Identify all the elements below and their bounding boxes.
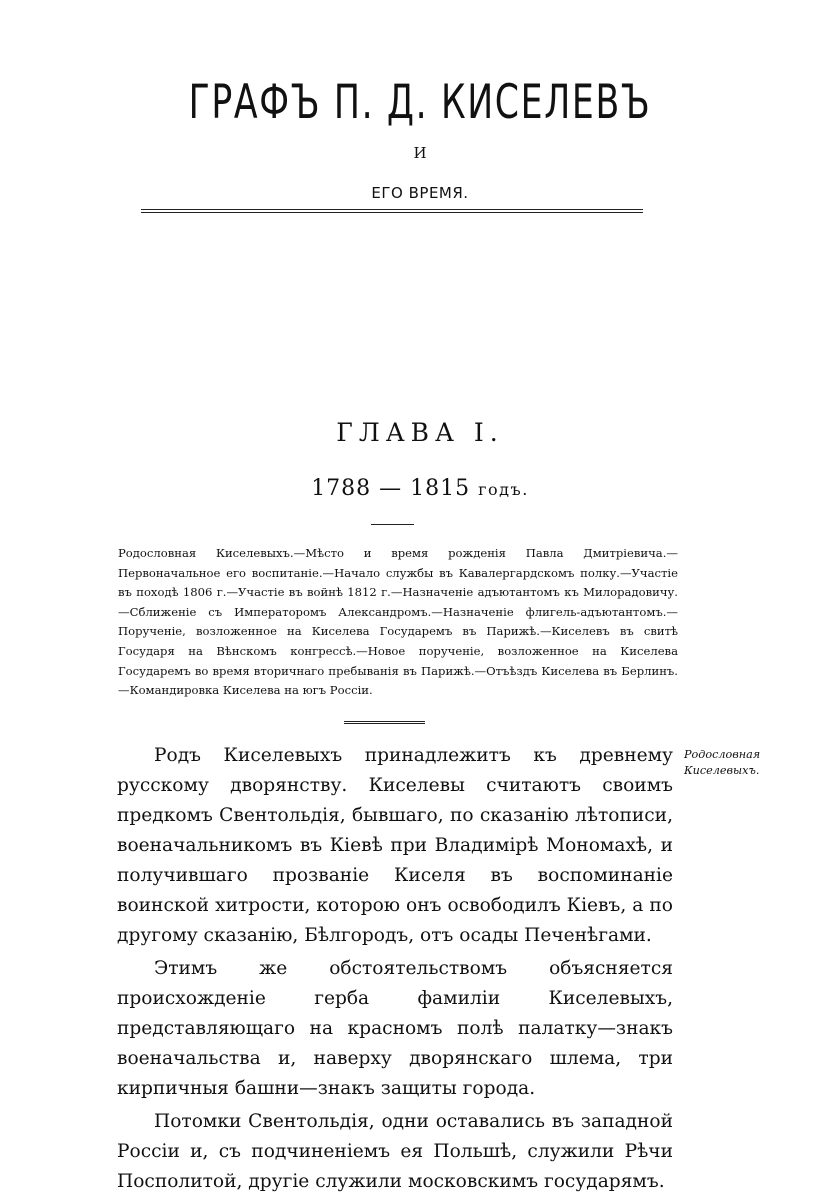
chapter-summary-text: Родословная Киселевыхъ.—Мѣсто и время рожденія Павла Дмитріевича.—Первоначальное его воспитаніе.—Начало службы въ Кавалергардскомъ полку.—Участіе въ походѣ 1806 г.—Участіе въ войнѣ 1812 г.—Назначеніе адъютантомъ къ Милорадовичу.—Сближеніе съ Императоромъ Александромъ.—Назначеніе флигель-адъютантомъ.—Порученіе, возложенное на Киселева Государемъ въ Парижѣ.—Киселевъ въ свитѣ Государя на Вѣнскомъ конгрессѣ.—Новое порученіе, возложенное на Киселева Государемъ во время вторичнаго пребыванія въ Парижѣ.—Отъѣздъ Киселева въ Берлинъ.—Командировка Киселева на югъ Россіи. [118, 546, 678, 698]
chapter-summary [118, 544, 678, 701]
book-subtitle: ЕГО ВРЕМЯ. [371, 184, 469, 202]
body-text [117, 741, 673, 1200]
chapter-years-word: годъ. [478, 480, 529, 499]
chapter-heading: ГЛАВА I. [336, 418, 504, 447]
margin-note: Родословная Киселевыхъ. [684, 748, 761, 777]
chapter-years-range: 1788 — 1815 [311, 476, 471, 501]
chapter-years [0, 476, 840, 501]
chapter-divider [371, 524, 414, 525]
title-conjunction: И [413, 144, 427, 162]
paragraph: Родъ Киселевыхъ принадлежитъ къ древнему русскому дворянству. Киселевы считаютъ своимъ предкомъ Свентольдія, бывшаго, по сказанію лѣтописи, военачальникомъ въ Кіевѣ при Владимірѣ Мономахѣ, и получившаго прозваніе Киселя въ воспоминаніе воинской хитрости, которою онъ освободилъ Кіевъ, а по другому сказанію, Бѣлгородъ, отъ осады Печенѣгами. [117, 745, 673, 946]
title-divider [141, 209, 643, 213]
summary-divider [344, 721, 425, 724]
paragraph: Этимъ же обстоятельствомъ объясняется происхожденіе герба фамиліи Киселевыхъ, представляющаго на красномъ полѣ палатку—знакъ военачальства и, наверху дворянскаго шлема, три кирпичныя башни—знакъ защиты города. [117, 958, 673, 1099]
paragraph: Потомки Свентольдія, одни оставались въ западной Россіи и, съ подчиненіемъ ея Польшѣ, служили Рѣчи Посполитой, другіе служили московскимъ государямъ. [117, 1111, 673, 1192]
book-title: ГРАФЪ П. Д. КИСЕЛЕВЪ [188, 75, 652, 130]
